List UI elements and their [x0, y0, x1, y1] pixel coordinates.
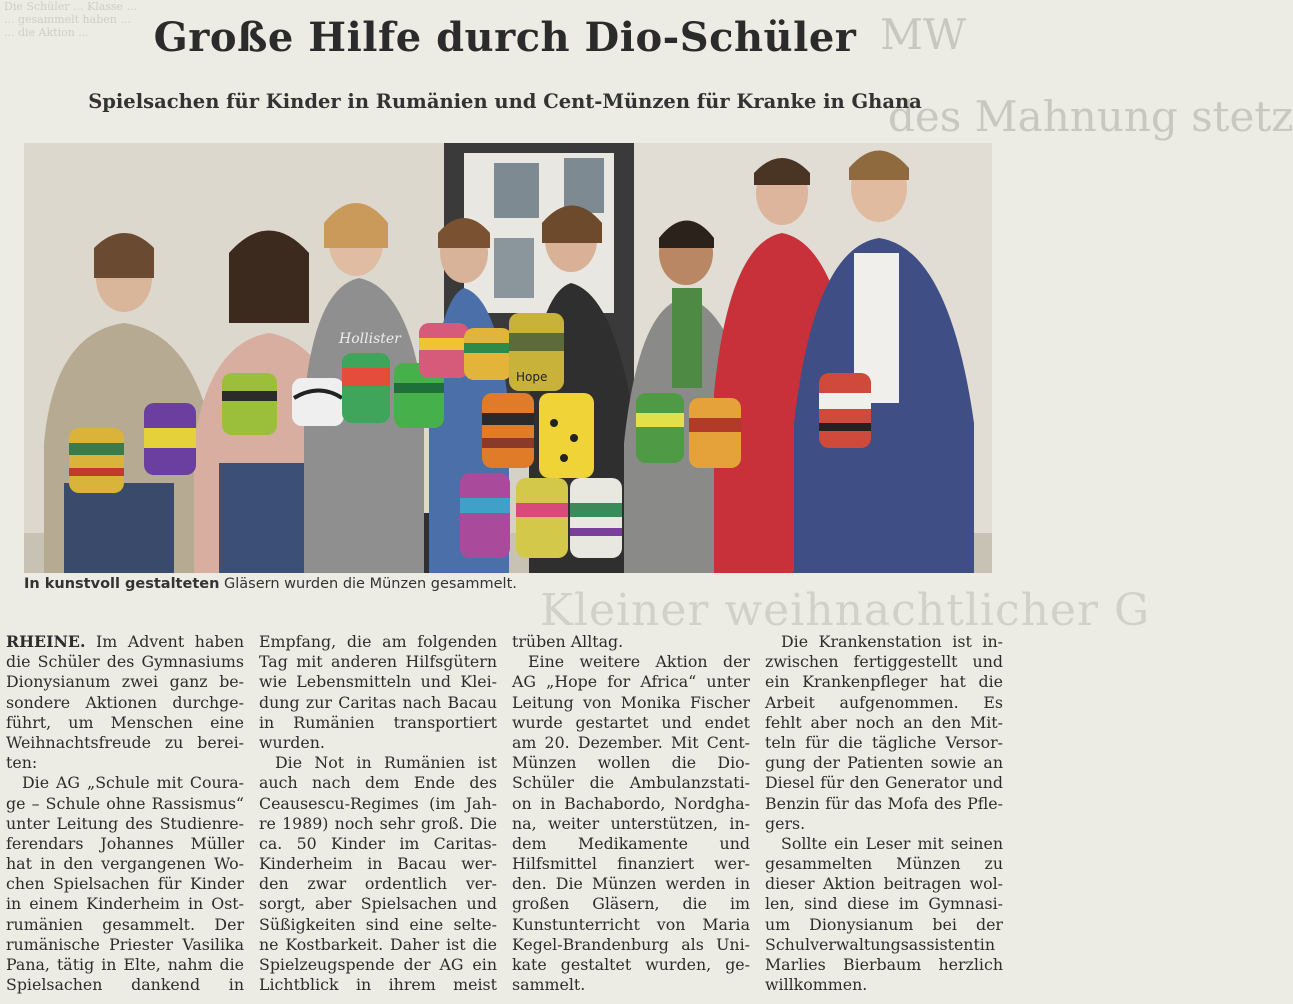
text-line: Hilfsmittel finanziert wer-	[512, 854, 750, 874]
text-line: gesammelten Münzen zu	[765, 854, 1003, 874]
bleed-through-text: Die Schüler ... Klasse ... ... gesammelt haben ... ... die Aktion ...	[4, 0, 138, 39]
article-photo	[24, 143, 992, 573]
text-line: Spielzeugspende der AG ein	[259, 955, 497, 974]
text-line: Empfang, die am folgenden	[259, 632, 497, 651]
text-line: Ceausescu-Regimes (im Jah-	[259, 793, 497, 813]
text-line: die Schüler des Gymnasiums	[6, 652, 244, 672]
decorated-jar	[819, 373, 871, 448]
text-line: Marlies Bierbaum herzlich	[765, 955, 1003, 974]
text-line: willkommen.	[765, 975, 868, 995]
text-line: teln für die tägliche Versor-	[765, 732, 1003, 752]
article-column-2	[259, 632, 497, 995]
text-line: trüben Alltag.	[512, 632, 624, 651]
text-line: Leitung von Monika Fischer	[512, 692, 750, 712]
text-line: Diesel für den Generator und	[765, 773, 1003, 793]
decorated-jar	[689, 398, 741, 468]
text-line: kate gestaltet wurden, ge-	[512, 955, 750, 974]
bleed-through-text: MW	[880, 10, 967, 59]
text-line: Benzin für das Mofa des Pfle-	[765, 793, 1003, 813]
article-column-3	[512, 632, 750, 995]
decorated-jar	[482, 393, 534, 468]
text-line: ferendars Johannes Müller	[6, 833, 244, 853]
headline: Große Hilfe durch Dio-Schüler	[153, 14, 857, 61]
text-line: am 20. Dezember. Mit Cent-	[512, 732, 750, 752]
caption-text: Gläsern wurden die Münzen gesammelt.	[219, 576, 517, 592]
subheadline: Spielsachen für Kinder in Rumänien und Cent-Münzen für Kranke in Ghana	[88, 90, 922, 113]
text-line: ne Kostbarkeit. Daher ist die	[259, 934, 497, 954]
text-line: gung der Patienten sowie an	[765, 753, 1003, 773]
text-line: Münzen wollen die Dio-	[512, 753, 750, 773]
dateline: RHEINE.	[6, 632, 86, 651]
text-line: Süßigkeiten sind eine selte-	[259, 914, 497, 934]
text-line: RHEINE. Im Advent haben	[6, 632, 244, 651]
photo-illustration	[24, 143, 992, 573]
text-line: Schüler die Ambulanzstati-	[512, 773, 750, 793]
bleed-through-text: des Mahnung stetz	[888, 92, 1293, 141]
text-line: Die Not in Rumänien ist	[275, 753, 497, 773]
decorated-jar	[342, 353, 390, 423]
text-line: len, sind diese im Gymnasi-	[765, 894, 1003, 914]
text-line: hat in den vergangenen Wo-	[6, 854, 244, 874]
jar-hope-text: Hope	[516, 370, 548, 384]
decorated-jar	[464, 328, 512, 380]
text-line: wurden.	[259, 732, 325, 752]
article-column-4	[765, 632, 1003, 995]
article-column-1	[6, 632, 244, 995]
text-line: sondere Aktionen durchge-	[6, 692, 244, 712]
text-line: Kegel-Brandenburg als Uni-	[512, 934, 750, 954]
text-line: auch nach dem Ende des	[259, 773, 497, 793]
text-line: sammelt.	[512, 975, 586, 995]
decorated-jar	[539, 393, 594, 478]
text-line: Arbeit aufgenommen. Es	[765, 692, 1003, 712]
text-line: wie Lebensmitteln und Klei-	[259, 672, 497, 692]
text-line: Lichtblick in ihrem meist	[259, 975, 497, 995]
text-line: Spielsachen dankend in	[6, 975, 244, 995]
text-line: in Rumänien transportiert	[259, 712, 497, 732]
text-line: chen Spielsachen für Kinder	[6, 874, 244, 894]
text-line: Tag mit anderen Hilfsgütern	[259, 652, 497, 672]
text-line: Kinderheim in Bacau wer-	[259, 854, 497, 874]
text-line: Die AG „Schule mit Coura-	[22, 773, 244, 793]
text-line: in einem Kinderheim in Ost-	[6, 894, 244, 914]
text-line: Eine weitere Aktion der	[528, 652, 750, 672]
text-line: wurde gestartet und endet	[512, 712, 750, 732]
text-line: rumänische Priester Vasilika	[6, 934, 244, 954]
text-line: ge – Schule ohne Rassismus“	[6, 793, 244, 813]
decorated-jar	[69, 428, 124, 493]
decorated-jar	[292, 378, 344, 426]
text-line: rumänien gesammelt. Der	[6, 914, 244, 934]
text-line: dieser Aktion beitragen wol-	[765, 874, 1003, 894]
decorated-jar	[636, 393, 684, 463]
text-line: sorgt, aber Spielsachen und	[259, 894, 497, 914]
text-line: unter Leitung des Studienre-	[6, 813, 244, 833]
decorated-jar	[419, 323, 469, 378]
bleed-through-text: Kleiner weihnachtlicher G	[540, 585, 1151, 636]
decorated-jar	[516, 478, 568, 558]
text-line: den zwar ordentlich ver-	[259, 874, 497, 894]
text-line: führt, um Menschen eine	[6, 712, 244, 732]
text-line: Weihnachtsfreude zu berei-	[6, 732, 244, 752]
text-line: zwischen fertiggestellt und	[765, 652, 1003, 672]
text-line: re 1989) noch sehr groß. Die	[259, 813, 497, 833]
decorated-jar	[222, 373, 277, 435]
text-line: Die Krankenstation ist in-	[781, 632, 1003, 651]
text-line: großen Gläsern, die im	[512, 894, 750, 914]
text-line: Dionysianum zwei ganz be-	[6, 672, 244, 692]
caption-lead: In kunstvoll gestalteten	[24, 576, 220, 592]
text-line: fehlt aber noch an den Mit-	[765, 712, 1003, 732]
text-line: Pana, tätig in Elte, nahm die	[6, 955, 244, 974]
text-line: ca. 50 Kinder im Caritas-	[259, 833, 497, 853]
text-line: Schulverwaltungsassistentin	[765, 934, 996, 954]
hoodie-text: Hollister	[339, 331, 401, 347]
decorated-jar	[460, 473, 510, 558]
text-line: on in Bachabordo, Nordgha-	[512, 793, 750, 813]
text-line: ten:	[6, 753, 38, 773]
text-line: Kunstunterricht von Maria	[512, 914, 750, 934]
text-line: den. Die Münzen werden in	[512, 874, 750, 894]
text-line: dung zur Caritas nach Bacau	[259, 692, 497, 712]
text-line: gers.	[765, 813, 806, 833]
photo-caption	[24, 576, 517, 592]
decorated-jar	[509, 313, 564, 391]
text-line: dem Medikamente und	[512, 833, 750, 853]
text-line: Sollte ein Leser mit seinen	[781, 833, 1003, 853]
decorated-jar	[144, 403, 196, 475]
text-line: na, weiter unterstützen, in-	[512, 813, 750, 833]
text-line: AG „Hope for Africa“ unter	[512, 672, 750, 692]
decorated-jar	[570, 478, 622, 558]
text-line: um Dionysianum bei der	[765, 914, 1003, 934]
text-line: ein Krankenpfleger hat die	[765, 672, 1003, 692]
